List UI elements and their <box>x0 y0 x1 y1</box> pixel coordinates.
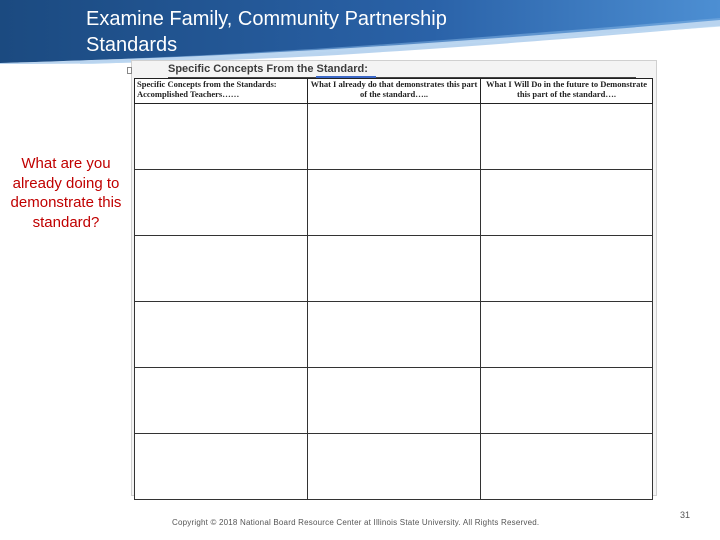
table-row <box>135 434 653 500</box>
table-cell[interactable] <box>308 170 481 236</box>
table-cell[interactable] <box>135 170 308 236</box>
table-row <box>135 302 653 368</box>
table-cell[interactable] <box>481 434 653 500</box>
column-header-will-do: What I Will Do in the future to Demonstrate this part of the standard…. <box>481 79 653 104</box>
worksheet-heading: Specific Concepts From the Standard: <box>168 63 368 75</box>
worksheet-image <box>131 60 657 496</box>
table-cell[interactable] <box>308 434 481 500</box>
table-row <box>135 170 653 236</box>
column-header-concepts: Specific Concepts from the Standards: Accomplished Teachers…… <box>135 79 308 104</box>
table-cell[interactable] <box>135 104 308 170</box>
column-header-already-do: What I already do that demonstrates this part of the standard….. <box>308 79 481 104</box>
table-cell[interactable] <box>481 104 653 170</box>
table-cell[interactable] <box>308 104 481 170</box>
side-question: What are you already doing to demonstrate this standard? <box>10 155 122 231</box>
copyright-footer: Copyright © 2018 National Board Resource Center at Illinois State University. All Rights Reserved. <box>172 518 540 527</box>
worksheet-marker-icon <box>127 67 132 74</box>
table-cell[interactable] <box>308 302 481 368</box>
table-cell[interactable] <box>481 302 653 368</box>
table-header-row <box>135 79 653 104</box>
table-row <box>135 236 653 302</box>
slide-number: 31 <box>680 510 691 520</box>
table-cell[interactable] <box>481 236 653 302</box>
table-cell[interactable] <box>135 236 308 302</box>
slide-title: Examine Family, Community Partnership Standards <box>86 8 447 56</box>
table-row <box>135 104 653 170</box>
table-cell[interactable] <box>135 434 308 500</box>
table-cell[interactable] <box>308 368 481 434</box>
table-cell[interactable] <box>135 368 308 434</box>
concepts-table <box>134 78 653 500</box>
table-cell[interactable] <box>135 302 308 368</box>
table-cell[interactable] <box>481 170 653 236</box>
title-banner <box>0 0 720 64</box>
table-cell[interactable] <box>481 368 653 434</box>
table-row <box>135 368 653 434</box>
table-cell[interactable] <box>308 236 481 302</box>
